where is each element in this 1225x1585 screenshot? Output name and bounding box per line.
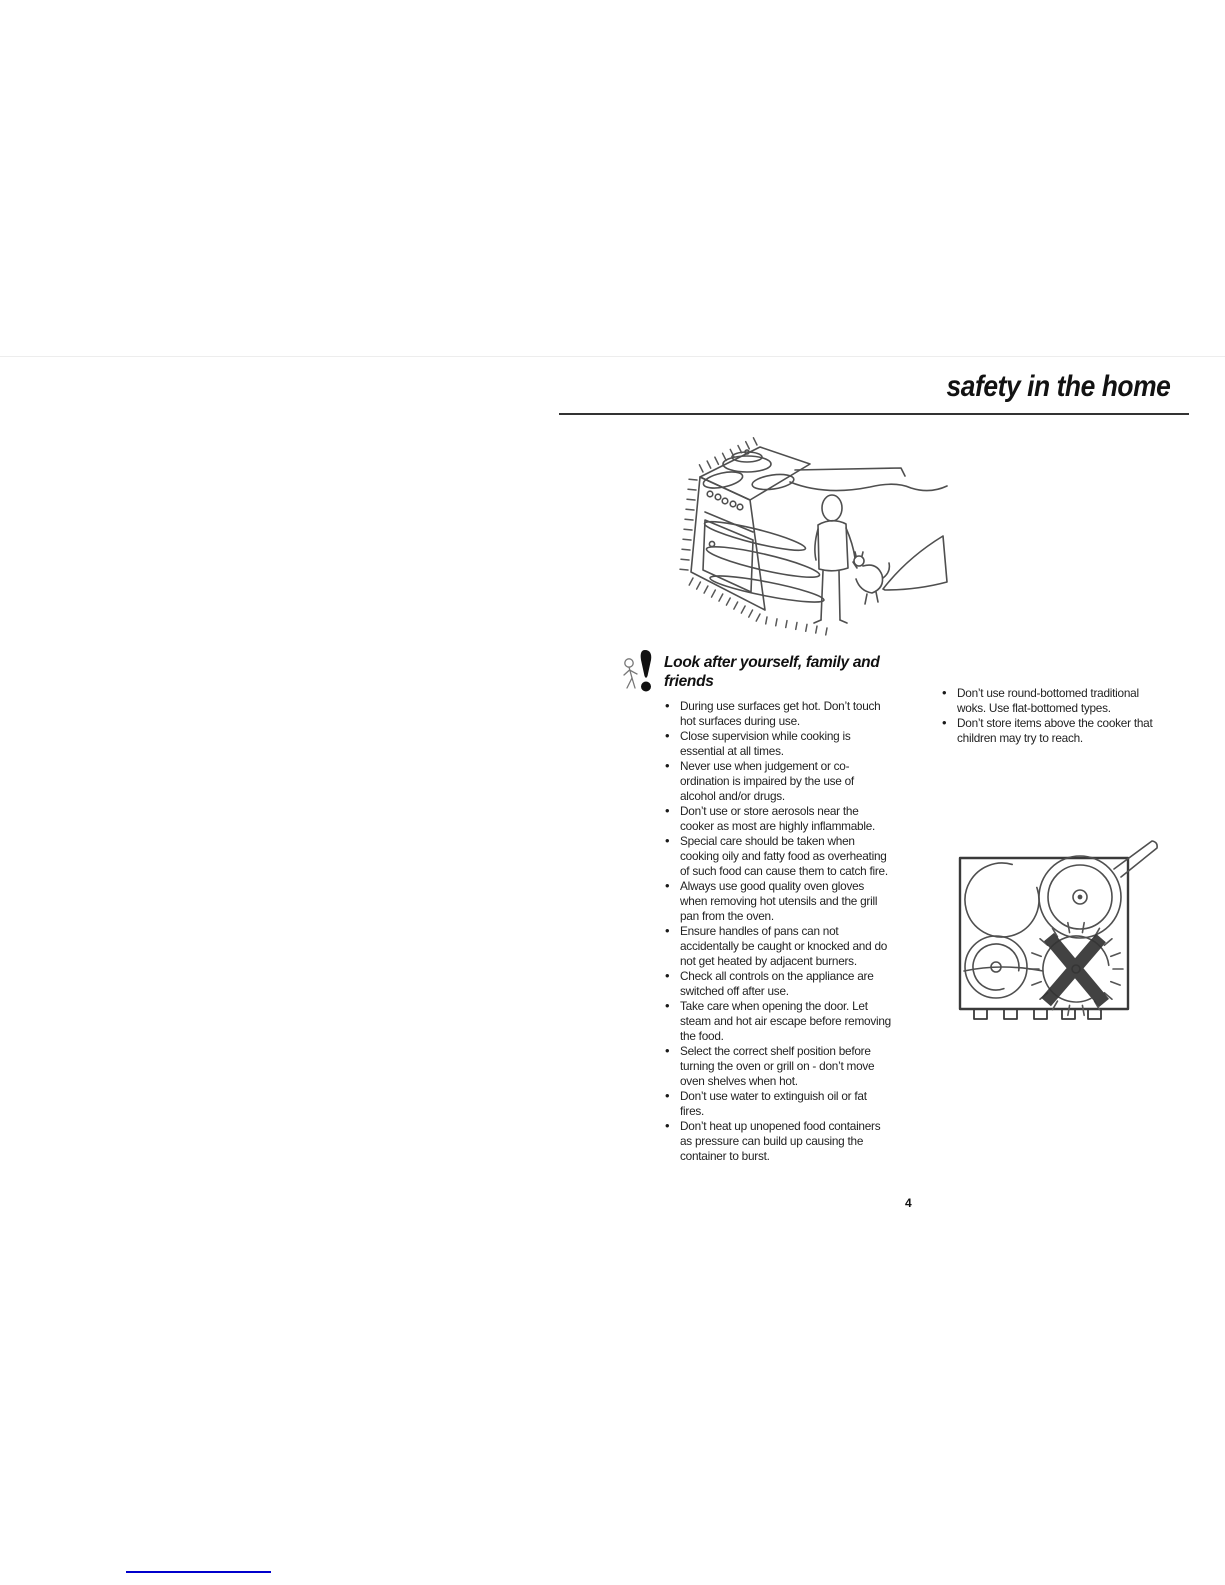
list-item: • Don’t heat up unopened food containers as pressure can build up causing the container to burst.	[663, 1119, 891, 1164]
page-number: 4	[905, 1196, 912, 1210]
list-item: • Special care should be taken when cooking oily and fatty food as overheating of such food can cause them to catch fire.	[663, 834, 891, 879]
exclamation-person-icon	[620, 648, 658, 694]
list-item: • Don’t use water to extinguish oil or fat fires.	[663, 1089, 891, 1119]
footer-link-underline[interactable]	[126, 1571, 271, 1573]
list-item: • Select the correct shelf position before turning the oven or grill on - don’t move oven shelves when hot.	[663, 1044, 891, 1089]
section-heading: Look after yourself, family and friends	[664, 654, 880, 690]
hob-crossed-hot-ring-illustration	[930, 825, 1170, 1030]
list-item: • Don’t use round-bottomed traditional woks. Use flat-bottomed types.	[940, 686, 1168, 716]
hot-cooker-person-dog-illustration	[655, 432, 955, 637]
list-item: • Close supervision while cooking is essential at all times.	[663, 729, 891, 759]
list-item: • Check all controls on the appliance are switched off after use.	[663, 969, 891, 999]
bullet-list-left	[663, 699, 891, 1164]
list-item: • Ensure handles of pans can not accidentally be caught or knocked and do not get heated by adjacent burners.	[663, 924, 891, 969]
list-item: • Never use when judgement or co-ordination is impaired by the use of alcohol and/or drugs.	[663, 759, 891, 804]
list-item: • Don’t store items above the cooker that children may try to reach.	[940, 716, 1168, 746]
scan-artifact-line	[0, 356, 1225, 357]
warning-heading	[620, 648, 900, 694]
bullet-list-right	[940, 686, 1168, 746]
list-item: • Take care when opening the door. Let steam and hot air escape before removing the food.	[663, 999, 891, 1044]
list-item: • Don’t use or store aerosols near the cooker as most are highly inflammable.	[663, 804, 891, 834]
list-item: • Always use good quality oven gloves when removing hot utensils and the grill pan from the oven.	[663, 879, 891, 924]
page-title: safety in the home	[946, 370, 1170, 403]
list-item: • During use surfaces get hot. Don’t touch hot surfaces during use.	[663, 699, 891, 729]
title-rule	[559, 413, 1189, 415]
